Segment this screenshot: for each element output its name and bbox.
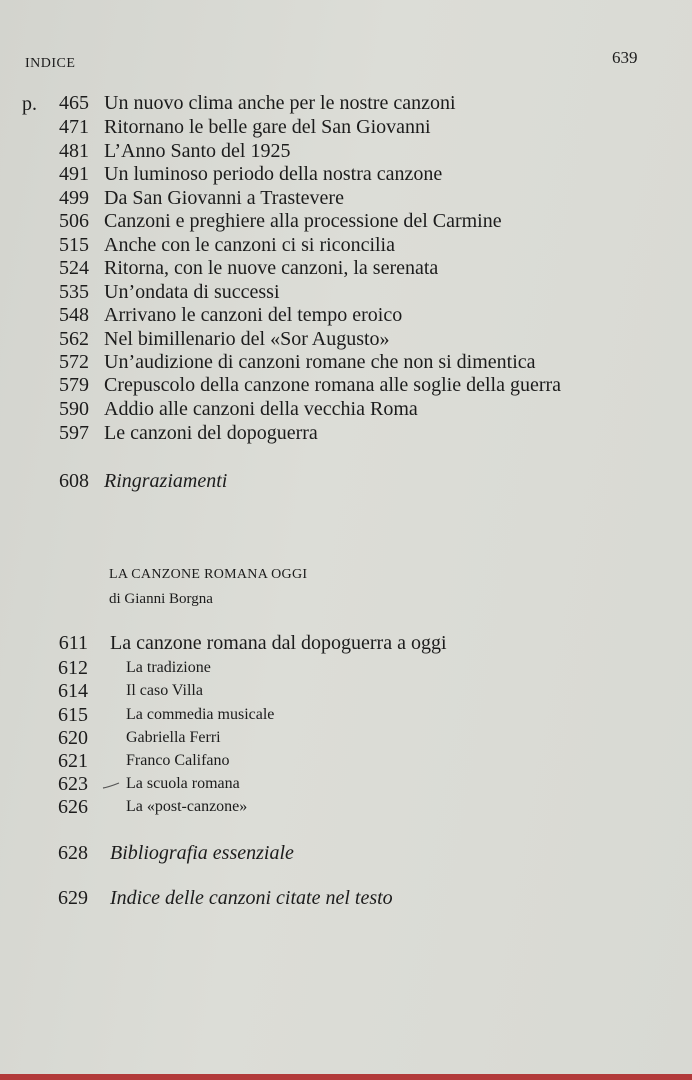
toc-title: Nel bimillenario del «Sor Augusto» <box>104 328 390 350</box>
pencil-tick-mark <box>102 782 120 790</box>
page-bottom-edge <box>0 1074 692 1080</box>
toc-page-number: 614 <box>58 680 88 702</box>
toc-title: Le canzoni del dopoguerra <box>104 422 318 444</box>
toc-page-number: 481 <box>59 140 89 162</box>
toc-title: La «post-canzone» <box>126 798 248 815</box>
toc-title: Ritornano le belle gare del San Giovanni <box>104 116 431 138</box>
toc-title: La canzone romana dal dopoguerra a oggi <box>110 632 447 654</box>
toc-title: Bibliografia essenziale <box>110 842 294 864</box>
toc-page-number: 620 <box>58 727 88 749</box>
toc-title: Un luminoso periodo della nostra canzone <box>104 163 443 185</box>
toc-page-number: 611 <box>58 632 88 654</box>
toc-page-number: 562 <box>59 328 89 350</box>
toc-page-number: 579 <box>59 374 89 396</box>
section-heading: LA CANZONE ROMANA OGGI <box>109 567 308 582</box>
toc-title: Gabriella Ferri <box>126 729 221 746</box>
toc-page-number: 612 <box>58 657 88 679</box>
toc-page-number: 590 <box>59 398 89 420</box>
toc-page-number: 499 <box>59 187 89 209</box>
toc-title: Addio alle canzoni della vecchia Roma <box>104 398 418 420</box>
toc-page-number: 548 <box>59 304 89 326</box>
toc-title: Il caso Villa <box>126 682 203 699</box>
toc-title: Da San Giovanni a Trastevere <box>104 187 344 209</box>
toc-title: Canzoni e preghiere alla processione del Carmine <box>104 210 502 232</box>
toc-title: La scuola romana <box>126 775 240 792</box>
toc-page-number: 608 <box>59 470 89 492</box>
toc-page-number: 621 <box>58 750 88 772</box>
toc-page-number: 623 <box>58 773 88 795</box>
toc-page-number: 626 <box>58 796 88 818</box>
page-number: 639 <box>612 48 638 67</box>
toc-page-number: 491 <box>59 163 89 185</box>
page-prefix: p. <box>22 93 37 115</box>
section-author: di Gianni Borgna <box>109 591 213 607</box>
toc-title: Arrivano le canzoni del tempo eroico <box>104 304 403 326</box>
toc-page-number: 628 <box>58 842 88 864</box>
toc-title: Indice delle canzoni citate nel testo <box>110 887 393 909</box>
toc-title: Franco Califano <box>126 752 230 769</box>
toc-page-number: 629 <box>58 887 88 909</box>
toc-page-number: 471 <box>59 116 89 138</box>
running-head: INDICE <box>25 56 76 71</box>
toc-title: Ritorna, con le nuove canzoni, la serenata <box>104 257 439 279</box>
toc-page-number: 597 <box>59 422 89 444</box>
toc-title: L’Anno Santo del 1925 <box>104 140 291 162</box>
toc-page-number: 572 <box>59 351 89 373</box>
toc-page-number: 506 <box>59 210 89 232</box>
toc-page-number: 465 <box>59 92 89 114</box>
toc-page-number: 524 <box>59 257 89 279</box>
toc-title: Crepuscolo della canzone romana alle soglie della guerra <box>104 374 562 396</box>
toc-title: Un nuovo clima anche per le nostre canzoni <box>104 92 456 114</box>
toc-title: La commedia musicale <box>126 706 275 723</box>
toc-page-number: 615 <box>58 704 88 726</box>
toc-title: Un’audizione di canzoni romane che non si dimentica <box>104 351 536 373</box>
toc-page-number: 515 <box>59 234 89 256</box>
toc-page-number: 535 <box>59 281 89 303</box>
toc-title: Ringraziamenti <box>104 470 228 492</box>
toc-title: Un’ondata di successi <box>104 281 280 303</box>
toc-title: La tradizione <box>126 659 211 676</box>
toc-title: Anche con le canzoni ci si riconcilia <box>104 234 395 256</box>
